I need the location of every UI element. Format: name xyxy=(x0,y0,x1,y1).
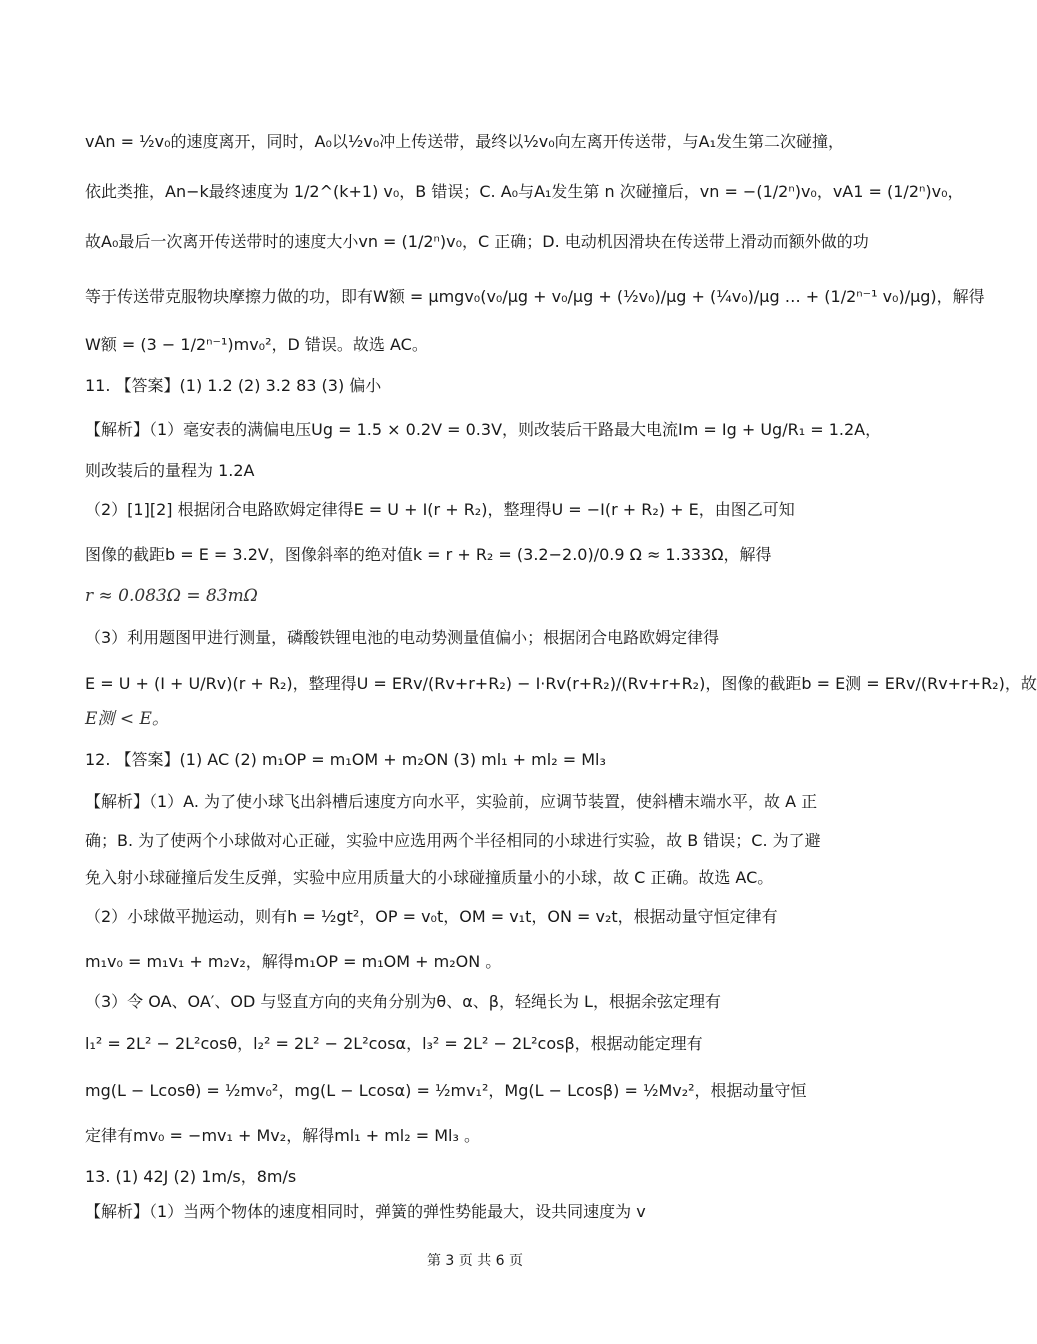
text-line: 定律有mv₀ = −mv₁ + Mv₂，解得ml₁ + ml₂ = Ml₃ 。 xyxy=(85,1126,480,1145)
text-line: 依此类推，An−k最终速度为 1/2^(k+1) v₀，B 错误；C. A₀与A₁发生第 n 次碰撞后，vn = −(1/2ⁿ)v₀，vA1 = (1/2ⁿ)v₀， xyxy=(85,182,964,201)
text-line: 确；B. 为了使两个小球做对心正碰，实验中应选用两个半径相同的小球进行实验，故 B 错误；C. 为了避 xyxy=(85,831,821,850)
text-line: 13. (1) 42J (2) 1m/s，8m/s xyxy=(85,1167,297,1186)
text-line: 【解析】（1）A. 为了使小球飞出斜槽后速度方向水平，实验前，应调节装置，使斜槽末端水平，故 A 正 xyxy=(85,792,818,811)
text-line: W额 = (3 − 1/2ⁿ⁻¹)mv₀²，D 错误。故选 AC。 xyxy=(85,335,428,354)
text-line: E测 < E。 xyxy=(85,709,169,729)
text-line: 【解析】（1）当两个物体的速度相同时，弹簧的弹性势能最大，设共同速度为 v xyxy=(85,1202,646,1221)
text-line: mg(L − Lcosθ) = ½mv₀²，mg(L − Lcosα) = ½mv₁²，Mg(L − Lcosβ) = ½Mv₂²，根据动量守恒 xyxy=(85,1081,807,1100)
text-line: 【解析】（1）毫安表的满偏电压Ug = 1.5 × 0.2V = 0.3V，则改装后干路最大电流Im = Ig + Ug/R₁ = 1.2A， xyxy=(85,420,882,439)
text-line: 图像的截距b = E = 3.2V，图像斜率的绝对值k = r + R₂ = (3.2−2.0)/0.9 Ω ≈ 1.333Ω，解得 xyxy=(85,545,772,564)
text-line: （2）小球做平抛运动，则有h = ½gt²，OP = v₀t，OM = v₁t，ON = v₂t，根据动量守恒定律有 xyxy=(85,907,778,926)
text-line: （3）利用题图甲进行测量，磷酸铁锂电池的电动势测量值偏小；根据闭合电路欧姆定律得 xyxy=(85,628,720,647)
text-line: E = U + (I + U/Rv)(r + R₂)，整理得U = ERv/(Rv+r+R₂) − I·Rv(r+R₂)/(Rv+r+R₂)，图像的截距b = E测 = ERv/(Rv+r+R₂)，故 xyxy=(85,674,1037,693)
text-line: 故A₀最后一次离开传送带时的速度大小vn = (1/2ⁿ)v₀，C 正确；D. 电动机因滑块在传送带上滑动而额外做的功 xyxy=(85,232,869,251)
text-line: 则改装后的量程为 1.2A xyxy=(85,461,255,480)
text-line: 等于传送带克服物块摩擦力做的功，即有W额 = μmgv₀(v₀/μg + v₀/μg + (½v₀)/μg + (¼v₀)/μg … + (1/2ⁿ⁻¹ v₀)/μg)，解得 xyxy=(85,287,985,306)
text-line: 12. 【答案】(1) AC (2) m₁OP = m₁OM + m₂ON (3) ml₁ + ml₂ = Ml₃ xyxy=(85,750,606,769)
text-line: r ≈ 0.083Ω = 83mΩ xyxy=(85,586,258,606)
text-line: 免入射小球碰撞后发生反弹，实验中应用质量大的小球碰撞质量小的小球，故 C 正确。故选 AC。 xyxy=(85,868,774,887)
text-line: （3）令 OA、OA′、OD 与竖直方向的夹角分别为θ、α、β，轻绳长为 L，根据余弦定理有 xyxy=(85,992,721,1011)
text-line: 11. 【答案】(1) 1.2 (2) 3.2 83 (3) 偏小 xyxy=(85,376,382,395)
text-line: m₁v₀ = m₁v₁ + m₂v₂，解得m₁OP = m₁OM + m₂ON 。 xyxy=(85,952,502,971)
text-line: （2）[1][2] 根据闭合电路欧姆定律得E = U + I(r + R₂)，整理得U = −I(r + R₂) + E，由图乙可知 xyxy=(85,500,795,519)
text-line: vAn = ½v₀的速度离开，同时，A₀以½v₀冲上传送带，最终以½v₀向左离开传送带，与A₁发生第二次碰撞， xyxy=(85,132,845,151)
page-footer: 第 3 页 共 6 页 xyxy=(426,1253,524,1269)
text-line: l₁² = 2L² − 2L²cosθ，l₂² = 2L² − 2L²cosα，l₃² = 2L² − 2L²cosβ，根据动能定理有 xyxy=(85,1034,703,1053)
